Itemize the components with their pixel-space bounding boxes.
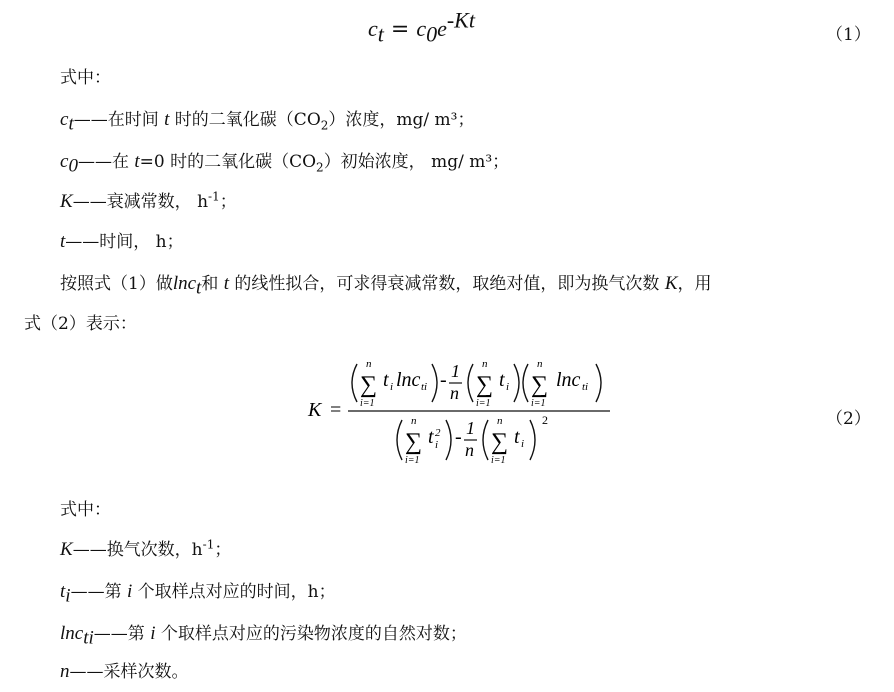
eq2-square: 2: [542, 413, 548, 427]
def-sup: -1: [208, 189, 220, 204]
eq2-t-sub: i: [435, 439, 439, 451]
eq2-minus: -: [440, 369, 447, 391]
eq2-paren-right: [432, 364, 437, 402]
def-dash: ——: [77, 152, 112, 172]
eq2-paren-right: [596, 364, 601, 402]
eq2-one: 1: [466, 418, 475, 438]
eq2-one: 1: [451, 361, 460, 381]
eq2-upper: n: [537, 358, 543, 370]
definition-n: [60, 660, 189, 684]
eq2-upper: n: [366, 358, 372, 370]
def-symbol: c: [60, 109, 69, 130]
eq2-lower: i=1: [491, 455, 506, 466]
eq2-upper: n: [482, 358, 488, 370]
eq2-sigma: ∑: [360, 372, 378, 398]
def-dash: ——: [72, 540, 107, 560]
eq2-minus: -: [455, 426, 462, 448]
eq1-exponent: -Kt: [446, 7, 475, 33]
def-var: i: [126, 581, 133, 602]
def-symbol-sub: 0: [68, 155, 78, 177]
def-symbol: c: [60, 151, 69, 172]
eq2-t: t: [514, 426, 520, 448]
def-text: ）浓度，mg/ m³；: [328, 110, 475, 130]
def-text: 第: [127, 624, 151, 644]
def-symbol: t: [60, 231, 66, 252]
para-text: 的线性拟合，可求得衰减常数，取绝对值，即为换气次数: [229, 274, 665, 294]
eq2-lnc: lnc: [556, 369, 581, 391]
eq2-equals: =: [330, 399, 342, 421]
def-dash: ——: [69, 662, 104, 682]
eq1-rhs-sub: 0: [426, 21, 438, 47]
def-text: 采样次数。: [103, 662, 189, 682]
equation-2-number: （2）: [826, 409, 871, 429]
def-text: 在: [111, 152, 135, 172]
eq2-lnc: lnc: [396, 369, 421, 391]
eq2-paren-right: [530, 420, 535, 460]
eq2-paren-left: [483, 420, 488, 460]
def-text: ；: [214, 540, 232, 560]
def-symbol-sub: t: [68, 113, 74, 135]
eq2-upper: n: [497, 415, 503, 427]
eq2-paren-left: [468, 364, 473, 402]
eq2-sigma: ∑: [491, 429, 509, 455]
eq2-n: n: [465, 440, 474, 460]
eq2-lnc-sub: ti: [421, 381, 428, 393]
def-text: 第: [104, 582, 127, 602]
def-symbol: K: [60, 191, 73, 212]
def-dash: ——: [73, 110, 108, 130]
def-var: i: [150, 623, 156, 644]
def-dash: ——: [65, 232, 100, 252]
def-text: 时的二氧化碳（CO: [169, 110, 321, 130]
eq1-rhs: c: [416, 16, 427, 41]
def-text: ；: [219, 192, 237, 212]
eq2-upper: n: [411, 415, 417, 427]
eq1-lhs-sub: t: [377, 21, 384, 47]
eq2-lower: i=1: [531, 398, 546, 409]
definition-ti: [60, 580, 336, 607]
def-text: 个取样点对应的污染物浓度的自然对数；: [155, 624, 467, 644]
eq2-t: t: [499, 369, 505, 391]
eq2-paren-left: [523, 364, 528, 402]
para-var-t: t: [223, 273, 230, 294]
para-var-k: K: [664, 273, 678, 294]
def-symbol-sub: i: [65, 585, 71, 607]
def-dash: ——: [72, 192, 107, 212]
definition-lncti: [60, 622, 467, 649]
eq2-t: t: [428, 426, 434, 448]
def-symbol: n: [60, 661, 70, 682]
eq2-t-sup: 2: [435, 427, 441, 439]
def-dash: ——: [93, 624, 128, 644]
para-text: ，用: [677, 274, 712, 294]
def-text: 时间， h；: [99, 232, 184, 252]
definition-k-ach: [60, 538, 231, 562]
def-sup: -1: [202, 537, 215, 552]
def-text: 个取样点对应的时间，h；: [132, 582, 336, 602]
eq1-equals: =: [390, 17, 410, 42]
where-label-1: 式中：: [60, 68, 111, 88]
def-chem-sub: 2: [316, 160, 324, 175]
para-text: 按照式（1）做: [60, 274, 173, 294]
def-dash: ——: [70, 582, 105, 602]
para-lnc-sub: t: [196, 277, 202, 299]
eq2-t-sub: i: [390, 381, 394, 393]
eq2-t-sub: i: [506, 381, 510, 393]
where-label-2: 式中：: [60, 500, 111, 520]
eq2-t: t: [383, 369, 389, 391]
eq2-t-sub: i: [521, 438, 525, 450]
eq2-n: n: [450, 383, 459, 403]
eq2-lhs: K: [308, 399, 322, 421]
paragraph-line-2: 式（2）表示：: [24, 314, 137, 334]
eq2-lower: i=1: [476, 398, 491, 409]
def-var: t: [164, 109, 170, 130]
eq2-lower: i=1: [405, 455, 420, 466]
eq2-lower: i=1: [360, 398, 375, 409]
eq2-paren-right: [514, 364, 519, 402]
eq2-paren-right: [446, 420, 451, 460]
def-symbol-sub: ti: [83, 627, 94, 649]
def-text: 在时间: [107, 110, 165, 130]
eq2-paren-left: [397, 420, 402, 460]
eq2-paren-left: [352, 364, 357, 402]
para-text: 和: [201, 274, 224, 294]
def-symbol: K: [60, 539, 73, 560]
para-lnc: lnc: [172, 273, 197, 294]
def-text: 换气次数，h: [106, 540, 203, 560]
eq2-sigma: ∑: [531, 372, 549, 398]
def-chem-sub: 2: [320, 118, 329, 133]
eq1-base: e: [437, 16, 447, 41]
def-symbol: t: [60, 581, 66, 602]
eq2-sigma: ∑: [405, 429, 423, 455]
eq2-lnc-sub: ti: [582, 381, 589, 393]
eq1-lhs: c: [368, 16, 378, 41]
equation-1-number: （1）: [826, 25, 871, 45]
def-var: t: [134, 151, 140, 172]
def-symbol: lnc: [60, 623, 84, 644]
eq2-sigma: ∑: [476, 372, 494, 398]
def-text: =0 时的二氧化碳（CO: [139, 152, 317, 172]
def-text: ）初始浓度， mg/ m³；: [323, 152, 510, 172]
def-text: 衰减常数， h: [106, 192, 209, 212]
